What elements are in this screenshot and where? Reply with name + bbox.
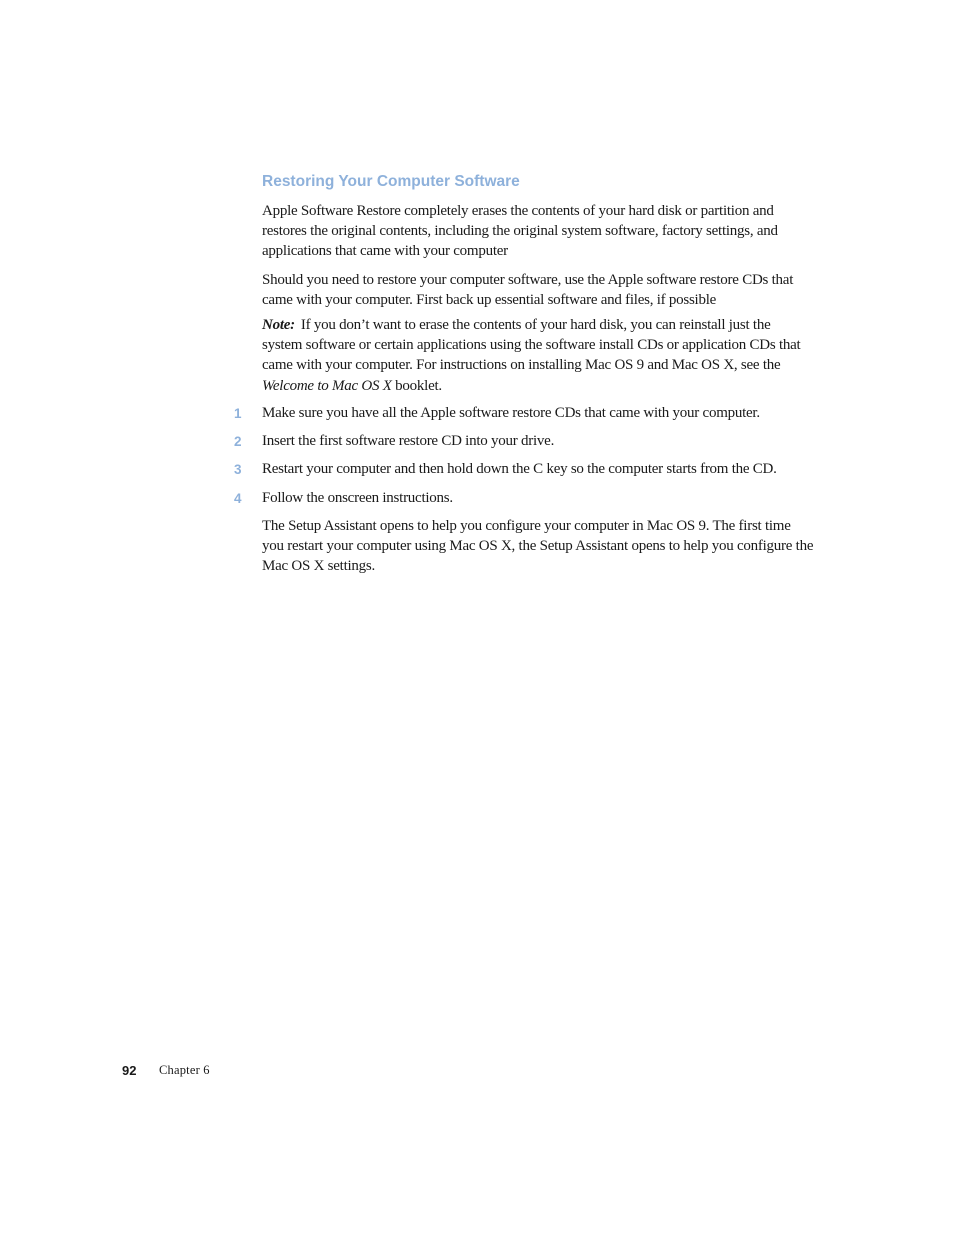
section-heading: Restoring Your Computer Software [262, 173, 520, 190]
step-number-1: 1 [234, 406, 242, 421]
step-number-3: 3 [234, 462, 242, 477]
closing-paragraph: The Setup Assistant opens to help you configure your computer in Mac OS 9. The first time you restart your computer using Mac OS X, the Setup Assistant opens to help you configure the Mac OS X settings. [262, 518, 814, 575]
step-text-2: Insert the first software restore CD into your drive. [262, 433, 555, 449]
note-label: Note: [262, 317, 295, 333]
note-book-title: Welcome to Mac OS X [262, 377, 392, 394]
page-number: 92 [122, 1063, 137, 1078]
step-text-4: Follow the onscreen instructions. [262, 490, 453, 506]
note-text: If you don’t want to erase the contents of your hard disk, you can reinstall just the system software or certain applications using the software install CDs or application CDs that came with your computer. For instructions on installing Mac OS 9 and Mac OS X, see the [262, 317, 801, 374]
intro-paragraph: Apple Software Restore completely erases the contents of your hard disk or partition and restores the original contents, including the original system software, factory settings, and applications that came with your computer [262, 203, 778, 260]
step-text-3: Restart your computer and then hold down the C key so the computer starts from the CD. [262, 461, 777, 477]
step-text-1: Make sure you have all the Apple software restore CDs that came with your computer. [262, 405, 760, 421]
step-number-4: 4 [234, 491, 242, 506]
chapter-label: Chapter 6 [159, 1063, 210, 1077]
step-number-2: 2 [234, 434, 242, 449]
note-suffix: booklet. [395, 377, 442, 394]
restore-paragraph: Should you need to restore your computer software, use the Apple software restore CDs that came with your computer. First back up essential software and files, if possible [262, 272, 794, 309]
note-paragraph [262, 315, 814, 396]
